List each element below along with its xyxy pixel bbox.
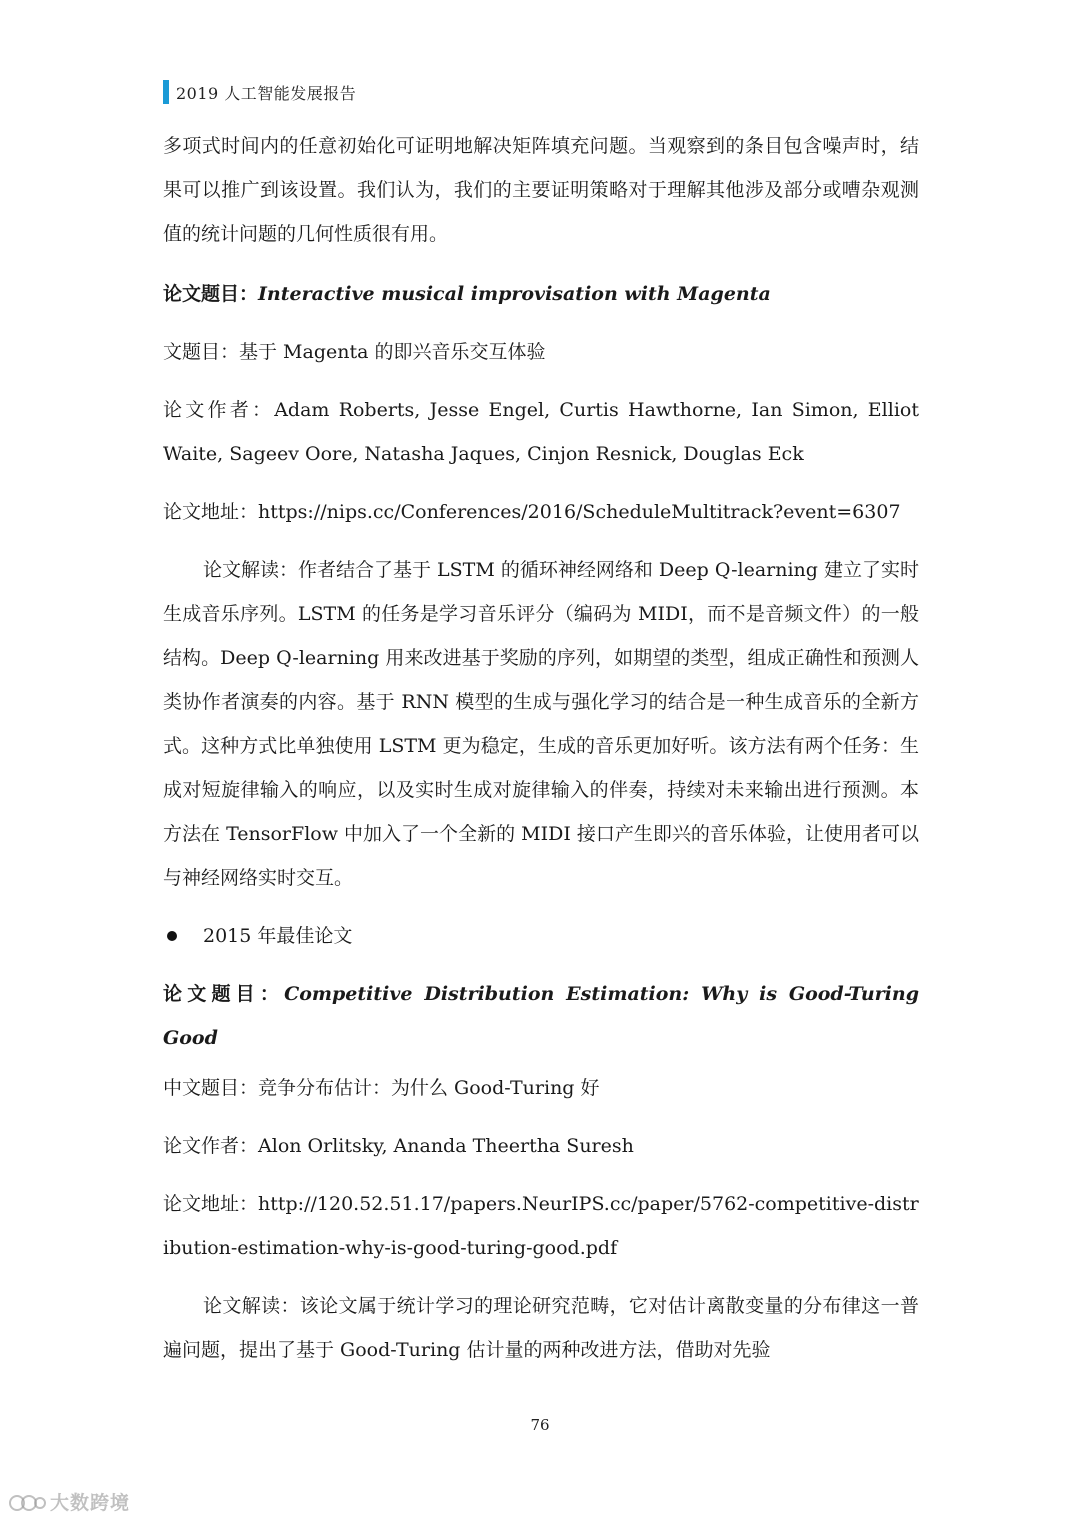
paper1-summary: 论文解读：作者结合了基于 LSTM 的循环神经网络和 Deep Q-learning 建立了实时生成音乐序列。LSTM 的任务是学习音乐评分（编码为 MIDI，而不是音频文件）的一般结构。Deep Q-learning 用来改进基于奖励的序列，如期望的类型，组成正确性和预测人类协作者演奏的内容。基于 RNN 模型的生成与强化学习的结合是一种生成音乐的全新方式。这种方式比单独使用 LSTM 更为稳定，生成的音乐更加好听。该方法有两个任务：生成对短旋律输入的响应，以及实时生成对旋律输入的伴奏，持续对未来输出进行预测。本方法在 TensorFlow 中加入了一个全新的 MIDI 接口产生即兴的音乐体验，让使用者可以与神经网络实时交互。: [163, 559, 919, 889]
paper2-title: Competitive Distribution Estimation: Why is Good-Turing Good: [163, 983, 919, 1049]
paper1-authors-line: [163, 388, 919, 476]
paper1-authors-label: 论文作者：: [163, 399, 275, 421]
paper2-title-label: 论文题目：: [163, 983, 285, 1005]
paper2-url: http://120.52.51.17/papers.NeurIPS.cc/paper/5762-competitive-distribution-estimation-why-is-good-turing-good.pdf: [163, 1193, 919, 1259]
intro-paragraph: 多项式时间内的任意初始化可证明地解决矩阵填充问题。当观察到的条目包含噪声时，结果可以推广到该设置。我们认为，我们的主要证明策略对于理解其他涉及部分或嘈杂观测值的统计问题的几何性质很有用。: [163, 135, 919, 245]
paper2-authors-line: [163, 1124, 919, 1168]
bullet-icon: [167, 931, 177, 941]
paper1-cn-title: 文题目：基于 Magenta 的即兴音乐交互体验: [163, 341, 546, 363]
paper1-title-label: 论文题目：: [163, 283, 259, 305]
paper1-title: Interactive musical improvisation with Magenta: [258, 283, 771, 305]
paper1-url: https://nips.cc/Conferences/2016/ScheduleMultitrack?event=6307: [258, 501, 901, 523]
paper1-authors: Adam Roberts, Jesse Engel, Curtis Hawthorne, Ian Simon, Elliot Waite, Sageev Oore, Natasha Jaques, Cinjon Resnick, Douglas Eck: [163, 399, 919, 465]
section-2015-heading: [163, 914, 919, 958]
watermark: [8, 1488, 130, 1515]
paper2-summary: 论文解读：该论文属于统计学习的理论研究范畴，它对估计离散变量的分布律这一普遍问题，提出了基于 Good-Turing 估计量的两种改进方法，借助对先验: [163, 1295, 919, 1361]
weibo-logo-icon: [8, 1491, 46, 1513]
page-content: [163, 124, 919, 1372]
paper1-url-line: [163, 490, 919, 534]
header-title: 2019 人工智能发展报告: [176, 83, 357, 103]
page-number: 76: [530, 1416, 550, 1434]
header-accent-bar: [163, 80, 169, 104]
paper2-url-label: 论文地址：: [163, 1193, 259, 1215]
paper2-cn-title: 中文题目：竞争分布估计：为什么 Good-Turing 好: [163, 1077, 600, 1099]
watermark-text: 大数跨境: [50, 1492, 131, 1514]
running-header: [163, 80, 356, 104]
paper1-url-label: 论文地址：: [163, 501, 259, 523]
section-2015-label: 2015 年最佳论文: [203, 925, 353, 947]
paper2-authors-label: 论文作者：: [163, 1135, 259, 1157]
paper1-title-line: [163, 272, 919, 316]
paper2-authors: Alon Orlitsky, Ananda Theertha Suresh: [258, 1135, 634, 1157]
paper2-url-line: [163, 1182, 919, 1270]
paper2-title-line: [163, 972, 919, 1060]
